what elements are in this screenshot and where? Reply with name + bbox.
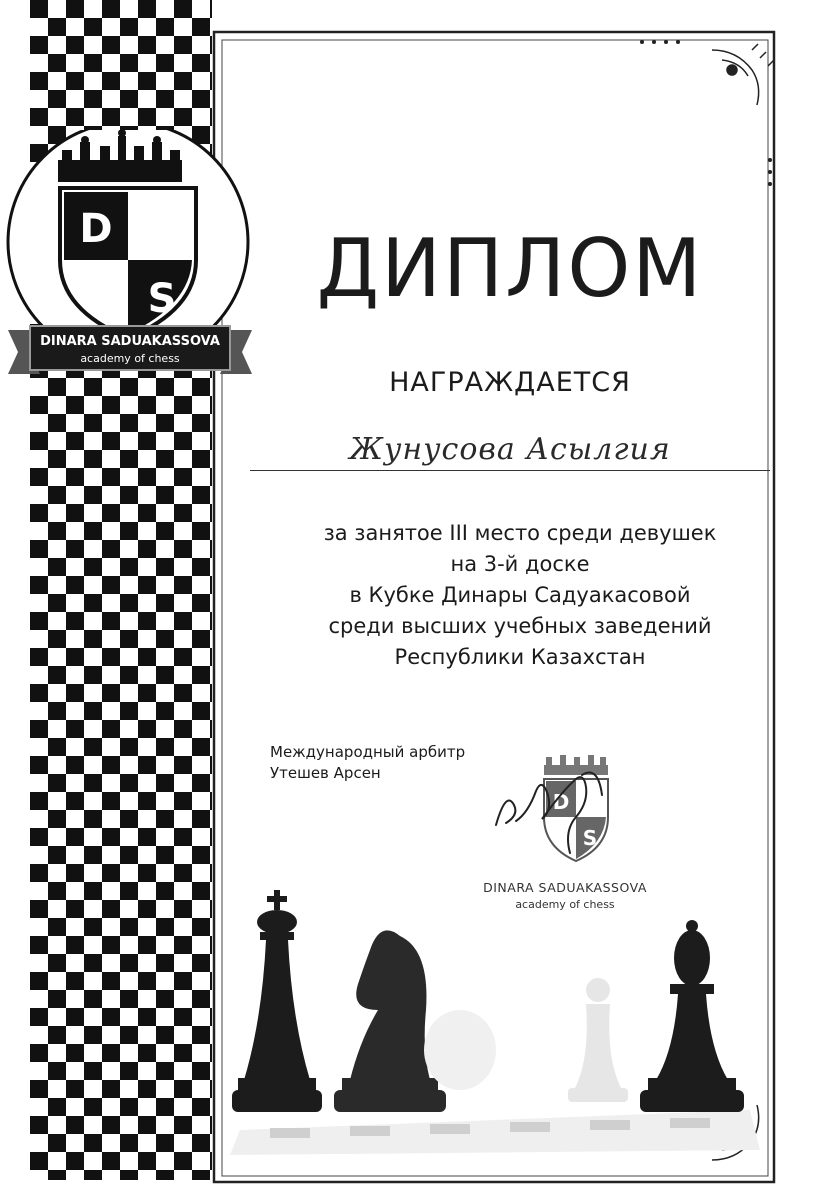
diploma-title: ДИПЛОМ [316, 222, 704, 315]
arbiter-role: Международный арбитр [270, 743, 466, 761]
logo-brand-sub: academy of chess [80, 352, 180, 365]
bishop-icon [640, 920, 744, 1112]
recipient-underline [250, 470, 770, 471]
awarded-heading: НАГРАЖДАЕТСЯ [389, 367, 631, 398]
knight-icon [334, 930, 446, 1112]
seal-brand-sub: academy of chess [515, 898, 615, 911]
king-icon [232, 890, 322, 1112]
reason-line-2: на 3-й доске [450, 552, 590, 576]
logo-letter-s: S [147, 276, 177, 322]
reason-line-3: в Кубке Динары Садуакасовой [349, 583, 691, 607]
reason-line-5: Республики Казахстан [394, 645, 646, 669]
academy-seal [486, 755, 646, 875]
seal-letter-d: D [552, 790, 570, 814]
logo-brand-name: DINARA SADUAKASSOVA [40, 334, 220, 349]
logo-letter-d: D [79, 206, 113, 252]
recipient-name: Жунусова Асылгия [349, 432, 671, 467]
pawn-icon [568, 978, 628, 1102]
reason-line-1: за занятое III место среди девушек [323, 521, 717, 545]
arbiter-name: Утешев Арсен [270, 764, 381, 782]
arbiter-block [270, 742, 465, 784]
award-reason [270, 518, 770, 673]
chess-pieces-illustration [230, 880, 770, 1160]
reason-line-4: среди высших учебных заведений [328, 614, 712, 638]
seal-brand-name: DINARA SADUAKASSOVA [483, 880, 647, 895]
seal-letter-s: S [582, 826, 598, 850]
